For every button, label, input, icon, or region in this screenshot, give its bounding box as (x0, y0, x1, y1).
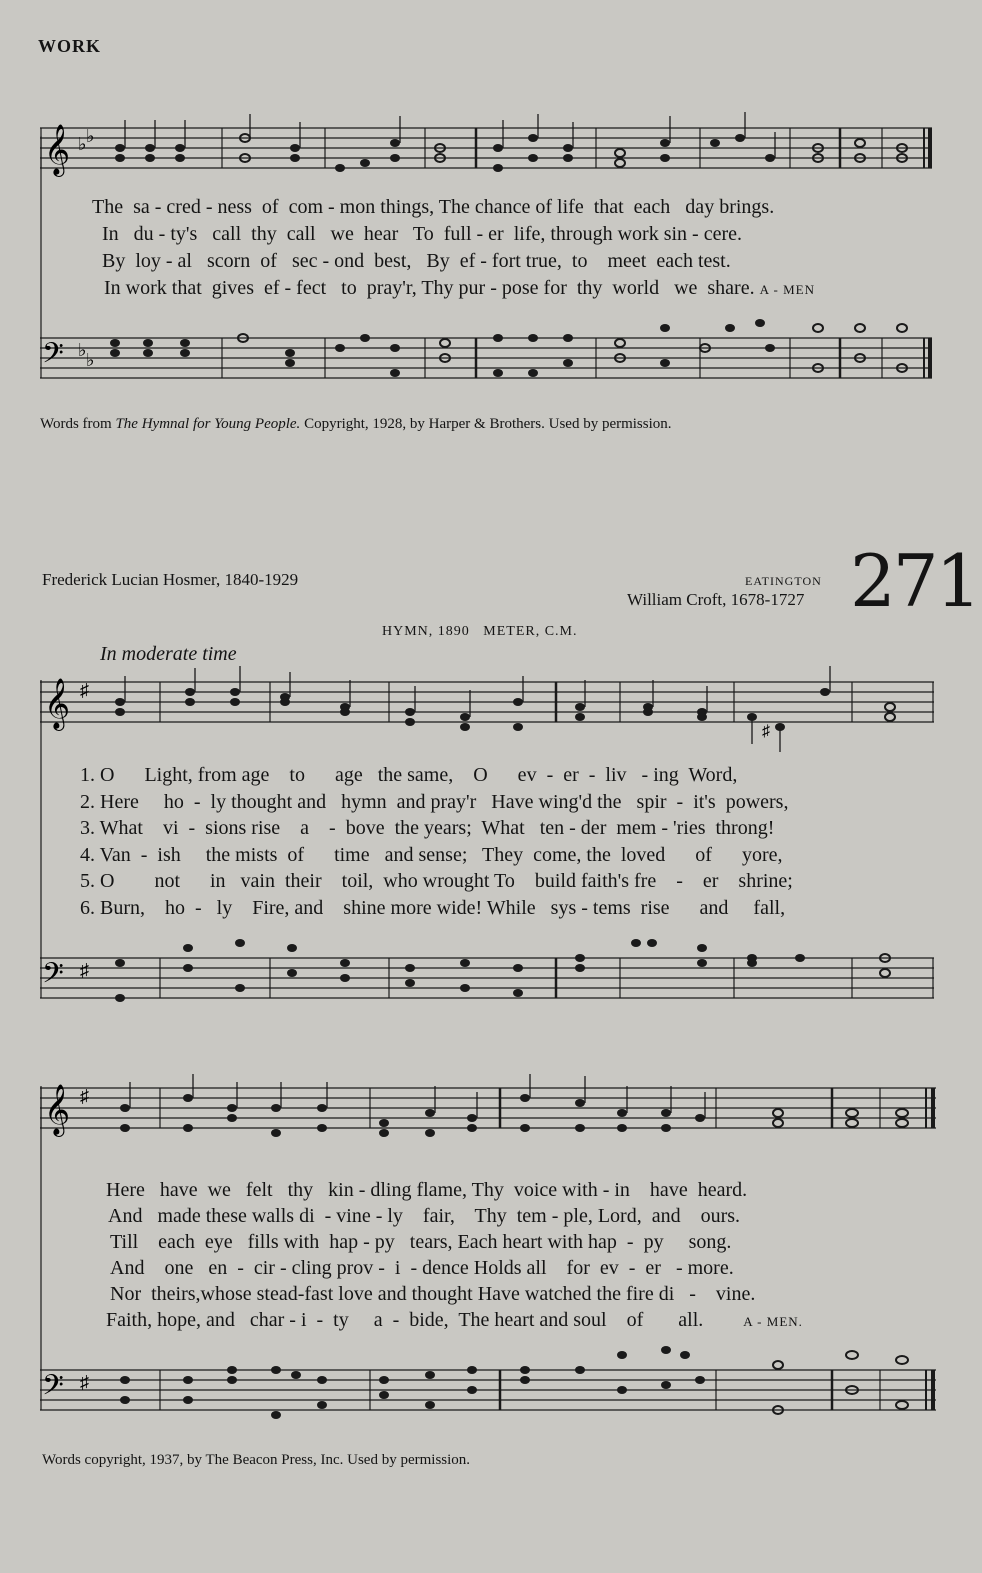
verse-6-line-a: 6. Burn, ho - ly Fire, and shine more wide! While sys - tems rise and fall, (80, 897, 786, 919)
hymn-credit: Words copyright, 1937, by The Beacon Press, Inc. Used by permission. (42, 1452, 471, 1468)
verse-1-line-a: 1. O Light, from age to age the same, O ev - er - liv - ing Word, (80, 764, 738, 786)
verse-5-line-a: 5. O not in vain their toil, who wrought To build faith's fre - er shrine; (80, 870, 793, 892)
prev-amen-label: A - MEN (759, 282, 815, 297)
bass-staff-1-svg (40, 956, 936, 1000)
svg-text:𝄢: 𝄢 (42, 337, 64, 377)
tune-name: EATINGTON (745, 574, 822, 588)
hymn-composer: William Croft, 1678-1727 (627, 590, 805, 609)
prev-lyric-text-4: In work that gives ef - fect to pray'r, Thy pur - pose for thy world we share. (104, 277, 755, 299)
hymn-meter: METER, C.M. (483, 624, 578, 639)
prev-credit-source: The Hymnal for Young People. (115, 416, 301, 432)
hymn-number: 271 (850, 539, 979, 623)
bass-staff-2-svg (40, 1368, 936, 1412)
bass-staff-2 (40, 1368, 936, 1412)
treble-staff-1 (40, 678, 936, 740)
verse-2-line-a: 2. Here ho - ly thought and hymn and pray'r Have wing'd the spir - it's powers, (80, 791, 789, 813)
bass-staff-1 (40, 956, 936, 1000)
svg-text:♭: ♭ (78, 340, 87, 360)
prev-hymn-credit (40, 416, 672, 433)
treble-staff-2 (40, 1084, 936, 1135)
prev-lyric-line-3: By loy - al scorn of sec - ond best, By ef - fort true, to meet each test. (102, 250, 731, 272)
svg-text:𝄢: 𝄢 (42, 1369, 64, 1409)
verse-5-line-b: Nor theirs,whose stead-fast love and thought Have watched the fire di - vine. (110, 1283, 756, 1305)
verse-3-line-b: Till each eye fills with hap - py tears, Each heart with hap - py song. (110, 1231, 732, 1253)
tempo-marking: In moderate time (100, 643, 237, 665)
prev-lyric-line-2: In du - ty's call thy call we hear To full - er life, through work sin - cere. (102, 223, 742, 245)
hymn-author: Frederick Lucian Hosmer, 1840-1929 (42, 570, 299, 589)
svg-text:♯: ♯ (80, 960, 89, 980)
svg-text:♭: ♭ (86, 350, 95, 370)
verse-1-line-b: Here have we felt thy kin - dling flame, Thy voice with - in have heard. (106, 1179, 748, 1201)
svg-text:♭: ♭ (78, 134, 87, 154)
prev-lyric-line-4 (104, 277, 815, 300)
prev-credit-prefix: Words from (40, 416, 116, 432)
bass-staff-prev (40, 336, 936, 380)
svg-text:𝄢: 𝄢 (42, 957, 64, 997)
hymn-year: HYMN, 1890 (382, 624, 470, 639)
svg-text:𝄞: 𝄞 (44, 124, 71, 175)
prev-credit-suffix: Copyright, 1928, by Harper & Brothers. Used by permission. (300, 416, 672, 432)
bass-staff-prev-svg (40, 336, 936, 380)
verse-2-line-b: And made these walls di - vine - ly fair, Thy tem - ple, Lord, and ours. (108, 1205, 741, 1227)
treble-staff-1-svg (40, 678, 936, 740)
svg-text:♯: ♯ (80, 1086, 89, 1106)
verse-3-line-a: 3. What vi - sions rise a - bove the years; What ten - der mem - 'ries throng! (80, 817, 775, 839)
section-title: WORK (38, 36, 102, 56)
treble-staff-prev-svg (40, 124, 936, 175)
verse-4-line-b: And one en - cir - cling prov - i - dence Holds all for ev - er - more. (110, 1257, 734, 1279)
svg-text:♯: ♯ (80, 1372, 89, 1392)
amen-label: A - MEN. (743, 1314, 803, 1329)
verse-6-line-b-text: Faith, hope, and char - i - ty a - bide, The heart and soul of all. (106, 1309, 704, 1331)
verse-4-line-a: 4. Van - ish the mists of time and sense; They come, the loved of yore, (80, 844, 783, 866)
hymn-meta (382, 624, 578, 640)
treble-staff-prev (40, 124, 936, 175)
svg-text:𝄞: 𝄞 (44, 1084, 71, 1135)
svg-text:𝄞: 𝄞 (44, 678, 71, 729)
prev-lyric-line-1: The sa - cred - ness of com - mon things, The chance of life that each day brings. (92, 196, 775, 218)
svg-text:♯: ♯ (762, 723, 770, 740)
verse-6-line-b (106, 1309, 803, 1332)
svg-text:♯: ♯ (80, 680, 89, 700)
svg-text:♭: ♭ (86, 126, 95, 146)
treble-staff-2-svg (40, 1084, 936, 1135)
